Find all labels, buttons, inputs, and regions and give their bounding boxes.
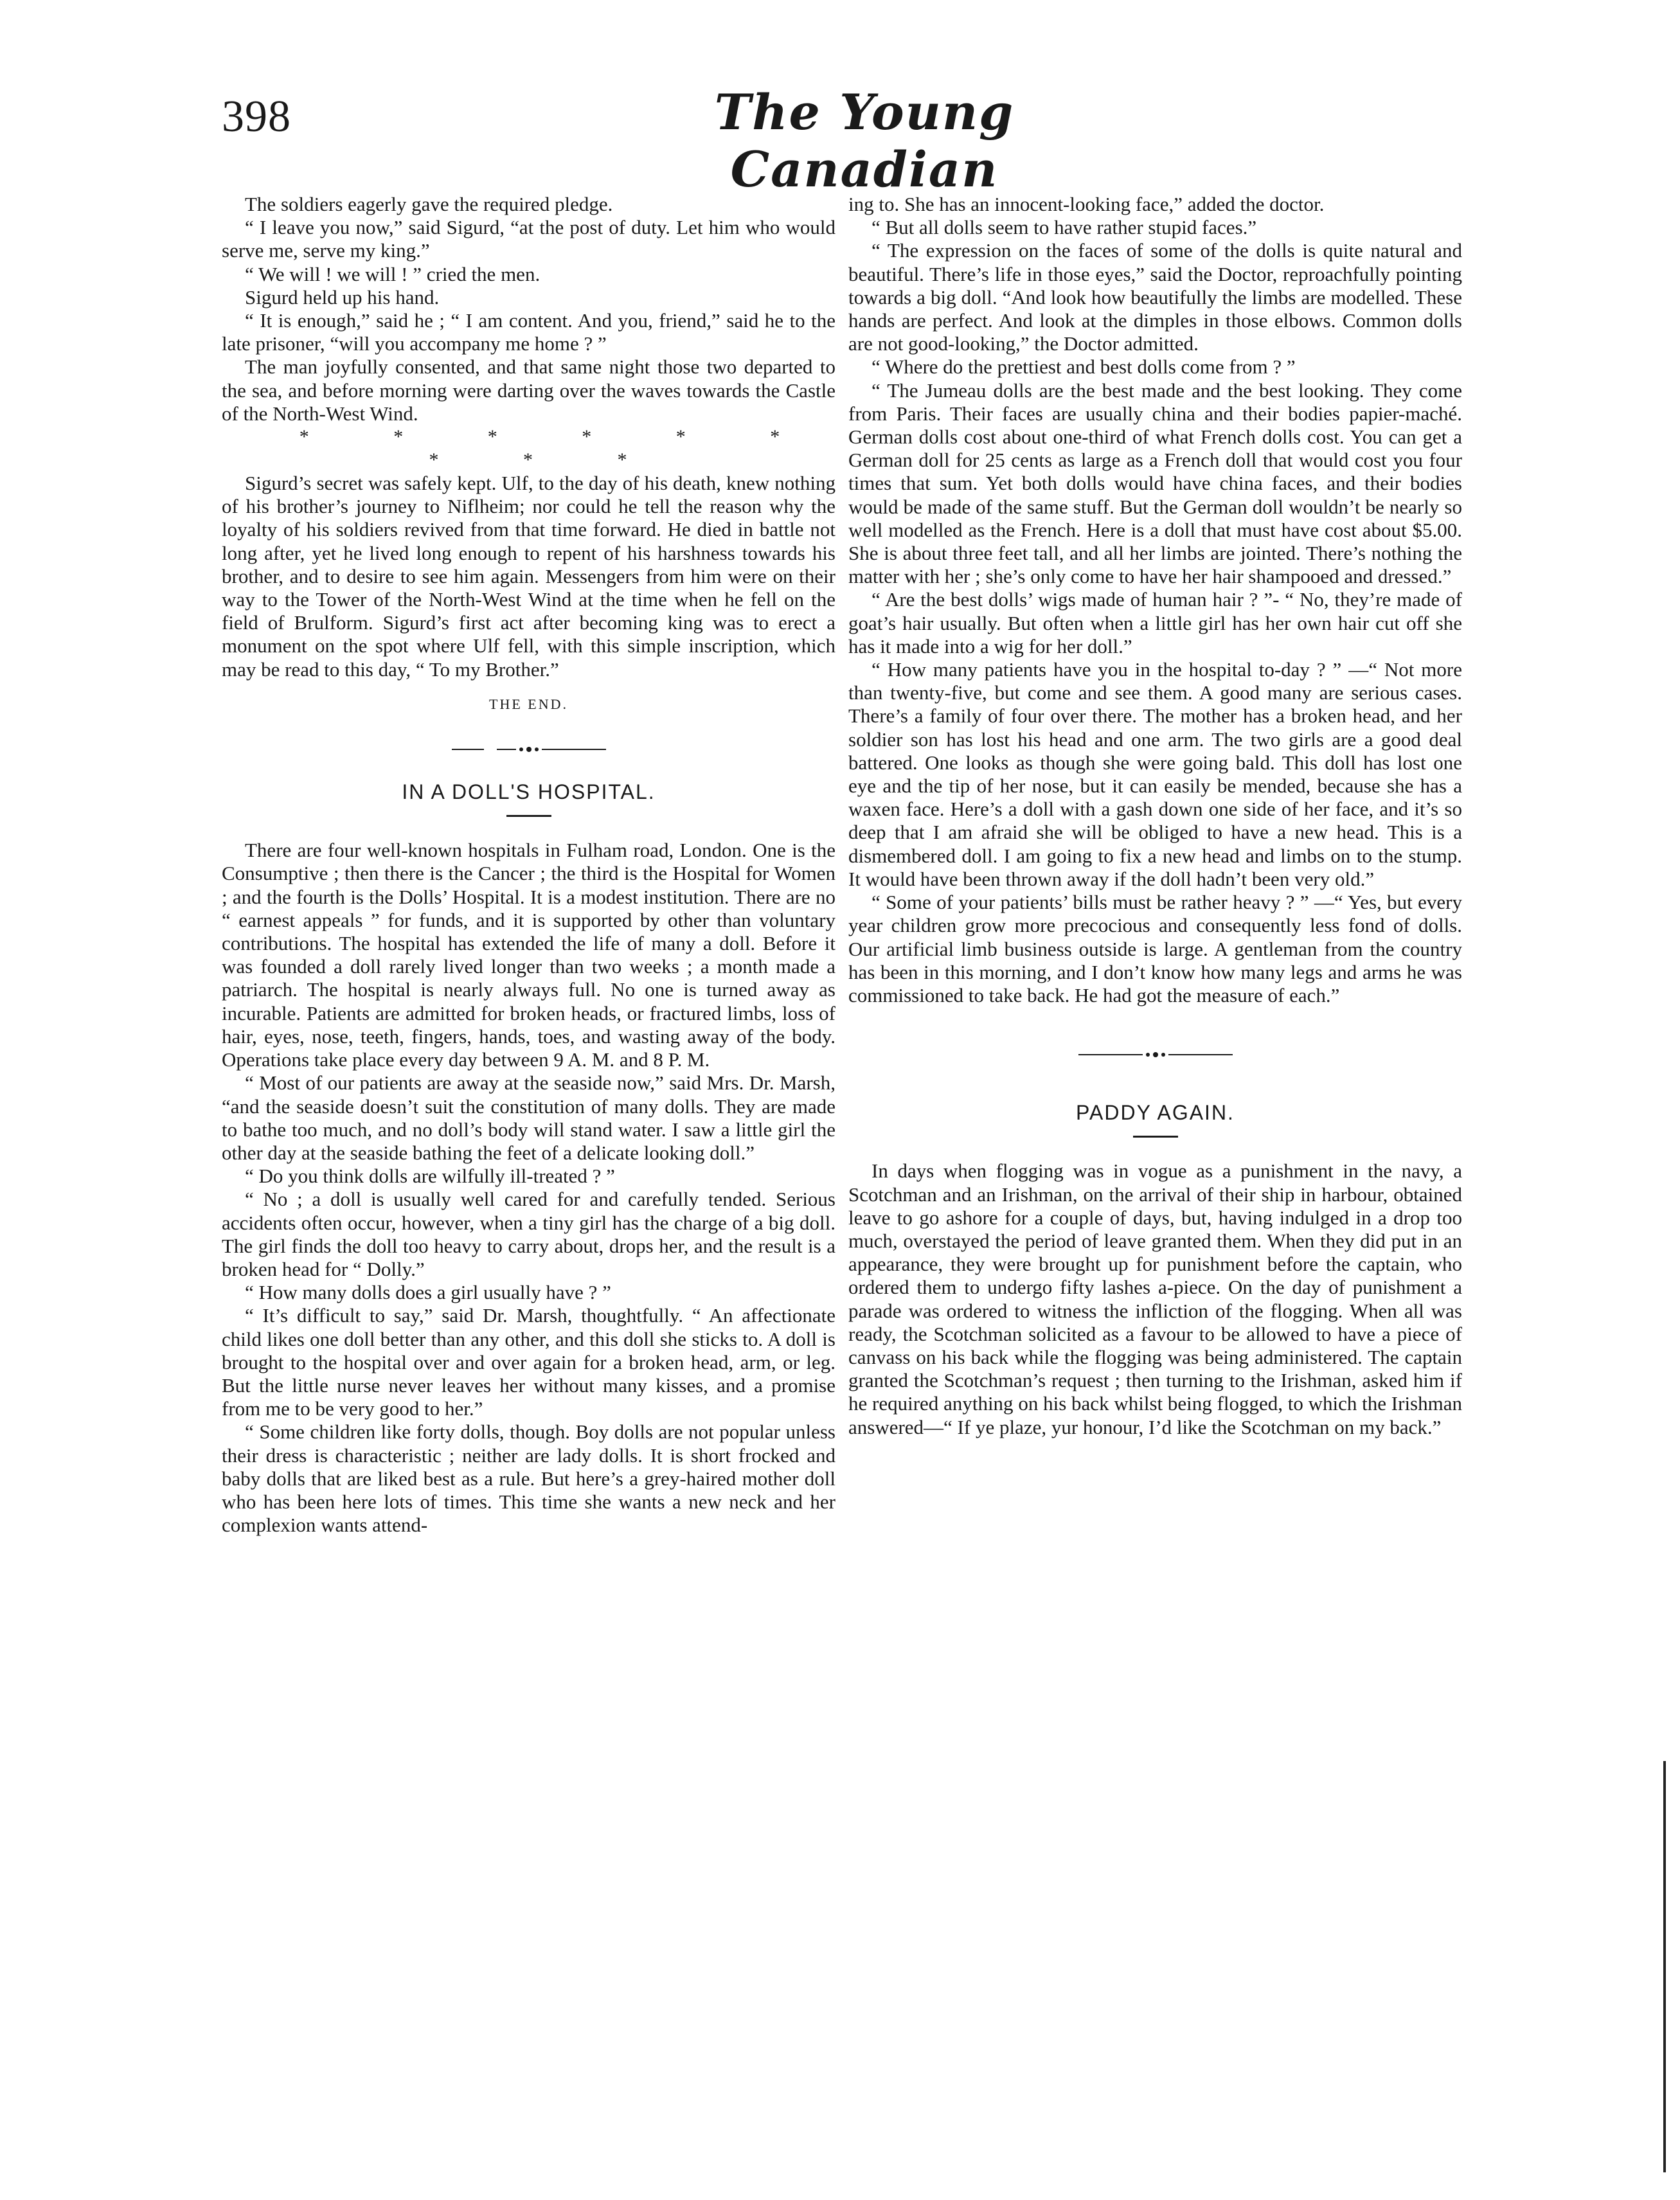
paragraph: “ It is enough,” said he ; “ I am content. And you, friend,” said he to the late prisoner, “will you accompany me home ? ”: [222, 309, 836, 355]
article-title: PADDY AGAIN.: [1076, 1101, 1235, 1125]
ornament-divider: [445, 743, 612, 756]
scan-edge-mark: [1663, 1761, 1666, 2172]
left-column: [222, 193, 836, 1537]
paragraph: “ Some children like forty dolls, though. Boy dolls are not popular unless their dress is characteristic ; neither are lady dolls. It is short frocked and baby dolls that are liked best as a rule. But here’s a grey-haired mother doll who has been here lots of times. This time she wants a new neck and her complexion wants attend-: [222, 1420, 836, 1537]
the-end-label: THE END.: [489, 695, 568, 712]
paragraph: There are four well-known hospitals in Fulham road, London. One is the Consumptive ; then there is the Cancer ; the third is the Hospital for Women ; and the fourth is the Dolls’ Hospital. It is a modest institution. There are no “ earnest appeals ” for funds, and it is supported by other than voluntary contributions. The hospital has extended the life of many a doll. Before it was founded a doll rarely lived longer than two weeks ; a month made a patriarch. The hospital is nearly always full. No one is turned away as incurable. Patients are admitted for broken heads, or fractured limbs, loss of hair, eyes, nose, teeth, fingers, hands, toes, and wasting away of the body. Operations take place every day between 9 A. M. and 8 P. M.: [222, 839, 836, 1071]
paragraph: “ Do you think dolls are wilfully ill-treated ? ”: [245, 1165, 615, 1188]
page-number: 398: [222, 92, 291, 141]
paragraph: Sigurd’s secret was safely kept. Ulf, to the day of his death, knew nothing of his brother’s journey to Niflheim; nor could he tell the reason why the loyalty of his soldiers revived from that time forward. He died in battle not long after, yet he lived long enough to repent of his harshness towards his brother, and to desire to see him again. Messengers from him were on their way to the Tower of the North-West Wind at the time when he fell on the field of Brulform. Sigurd’s first act after becoming king was to erect a monument on the spot where Ulf fell, with this simple inscription, which may be read to this day, “ To my Brother.”: [222, 472, 836, 681]
article-body-continued: [848, 193, 1462, 1007]
paragraph: “ We will ! we will ! ” cried the men.: [245, 262, 541, 285]
paragraph: “ It’s difficult to say,” said Dr. Marsh, thoughtfully. “ An affectionate child likes one doll better than any other, and this doll she sticks to. A doll is brought to the hospital over and over again for a broken head, arm, or leg. But the little nurse never leaves her without many kisses, and a promise from me to be very good to her.”: [222, 1304, 836, 1420]
article-title: IN A DOLL'S HOSPITAL.: [402, 780, 656, 804]
paragraph: “ Some of your patients’ bills must be rather heavy ? ” —“ Yes, but every year children grow more precocious and consequently less fond of dolls. Our artificial limb business outside is large. A gentleman from the country has been in this morning, and I don’t know how many legs and arms he was commissioned to take back. He had got the measure of each.”: [848, 891, 1462, 1006]
paragraph: “ The expression on the faces of some of the dolls is quite natural and beautiful. There’s life in those eyes,” said the Doctor, reproachfully pointing towards a big doll. “And look how beautifully the limbs are modelled. These hands are perfect. And look at the dimples in those elbows. Common dolls are not good-looking,” the Doctor admitted.: [848, 239, 1462, 355]
paragraph: “ How many patients have you in the hospital to-day ? ” —“ Not more than twenty-five, but come and see them. A good many are serious cases. There’s a family of four over there. The mother has a broken head, and her soldier son has lost his head and one arm. The two girls are a good deal battered. One looks as though she were going bald. This doll has lost one eye and the tip of her nose, but it can easily be mended, because she has a waxen face. Here’s a doll with a gash down one side of her face, and it’s so deep that I am afraid she will be obliged to have a new head. This is a dismembered doll. I am going to fix a new head and limbs on to the stump. It would have been thrown away if the doll hadn’t been very old.”: [848, 658, 1462, 890]
ornament-divider: [1072, 1048, 1239, 1061]
story-conclusion: [222, 193, 836, 716]
masthead: The Young Canadian: [714, 84, 1015, 198]
paragraph: The man joyfully consented, and that same night those two departed to the sea, and before morning were darting over the waves towards the Castle of the North-West Wind.: [222, 355, 836, 425]
paragraph: “ No ; a doll is usually well cared for and carefully tended. Serious accidents often occur, however, when a tiny girl has the charge of a big doll. The girl finds the doll too heavy to carry about, drops her, and the result is a broken head for “ Dolly.”: [222, 1188, 836, 1280]
paragraph: “ Most of our patients are away at the seaside now,” said Mrs. Dr. Marsh, “and the seaside doesn’t suit the constitution of many dolls. They are made to bathe too much, and no doll’s body will stand water. I saw a little girl the other day at the seaside bathing the feet of a delicate looking doll.”: [222, 1071, 836, 1164]
title-rule: [506, 815, 551, 817]
article-body: [222, 839, 836, 1537]
paragraph: “ Are the best dolls’ wigs made of human hair ? ”- “ No, they’re made of goat’s hair usually. But often when a little girl has her own hair cut off she has it made into a wig for her doll.”: [848, 588, 1462, 657]
paragraph: “ But all dolls seem to have rather stupid faces.”: [871, 216, 1257, 239]
paragraph: Sigurd held up his hand.: [245, 285, 440, 309]
title-rule: [1133, 1136, 1178, 1138]
paragraph: “ The Jumeau dolls are the best made and the best looking. They come from Paris. Their faces are usually china and their bodies papier-maché. German dolls cost about one-third of what French dolls cost. You can get a German doll for 25 cents as large as a French doll that would cost you four times that sum. Yet both dolls would have china faces, and their bodies would be made of the same stuff. But the German doll wouldn’t be nearly so well modelled as the French. Here is a doll that must have cost about $5.00. She is about three feet tall, and all her limbs are jointed. There’s nothing the matter with her ; she’s only come to have her hair shampooed and dressed.”: [848, 379, 1462, 588]
paragraph: The soldiers eagerly gave the required pledge.: [245, 193, 613, 215]
right-column: [848, 193, 1462, 1439]
paragraph: “ I leave you now,” said Sigurd, “at the post of duty. Let him who would serve me, serve my king.”: [222, 216, 836, 262]
paragraph: “ How many dolls does a girl usually have ? ”: [245, 1281, 611, 1304]
page-header: [222, 84, 1462, 198]
paragraph: ing to. She has an innocent-looking face,” added the doctor.: [848, 193, 1325, 215]
paragraph: “ Where do the prettiest and best dolls come from ? ”: [871, 355, 1296, 379]
section-break-stars: * * * * * * * * *: [299, 426, 820, 471]
paragraph: In days when flogging was in vogue as a punishment in the navy, a Scotchman and an Irishman, on the arrival of their ship in harbour, obtained leave to go ashore for a couple of days, but, having indulged in a drop too much, overstayed the period of leave granted them. When they did put in an appearance, they were brought up for punishment before the captain, who ordered them to undergo fifty lashes a-piece. On the day of punishment a parade was ordered to witness the infliction of the flogging. When all was ready, the Scotchman solicited as a favour to be allowed to have a piece of canvass on his back while the flogging was being administered. The captain granted the Scotchman’s request ; then turning to the Irishman, asked him if he required anything on his back whilst being flogged, to which the Irishman answered—“ If ye plaze, yur honour, I’d like the Scotchman on my back.”: [848, 1159, 1462, 1438]
